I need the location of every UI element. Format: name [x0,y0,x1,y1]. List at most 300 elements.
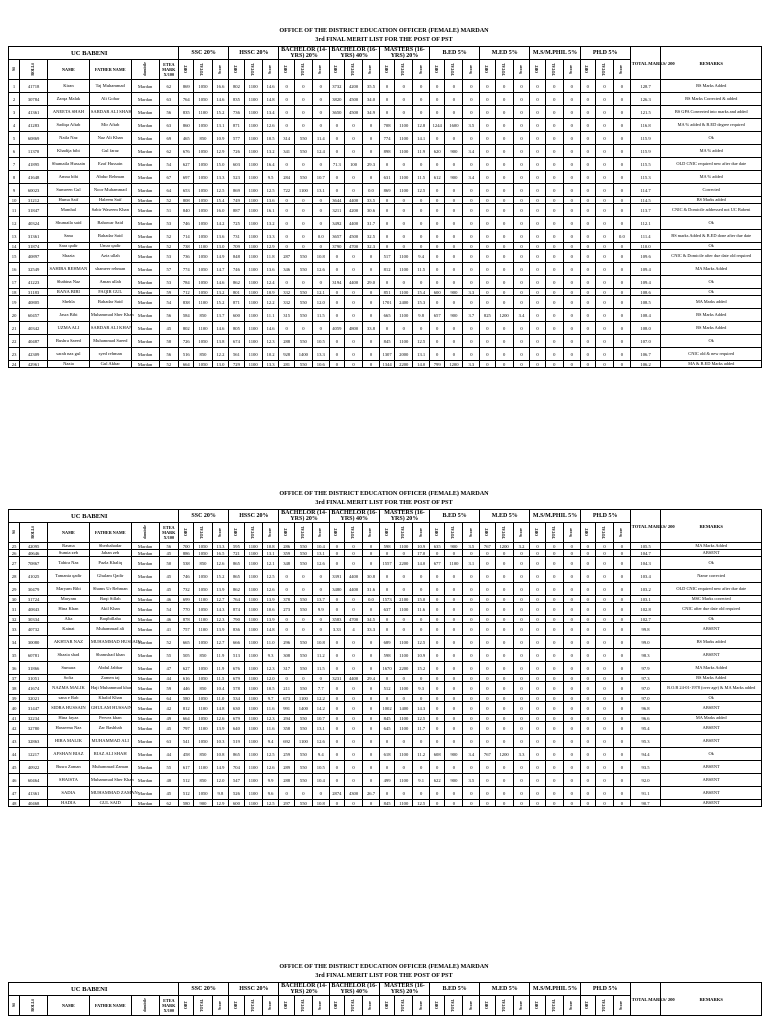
value-cell: 4400 [345,276,363,289]
value-cell: 0 [563,570,580,583]
value-cell: 0 [463,695,480,702]
value-cell: 62 [159,145,179,158]
value-cell: 1200 [495,748,513,761]
value-cell: 15.2 [212,106,229,119]
value-cell: 0 [513,145,530,158]
value-cell: 0 [345,636,363,649]
value-cell: 850 [194,309,212,322]
etea-header: ETEA MARK X/100 [159,996,179,1016]
value-cell: Mardan [131,649,159,662]
remarks-cell: ABSENT [661,550,762,557]
table-row [9,787,762,800]
value-cell: 0 [413,158,430,171]
value-cell: 46 [159,596,179,603]
value-cell: 0 [495,675,513,682]
value-cell: 0 [379,761,394,774]
group-header: MASTERS (16-YRS) 20% [379,510,429,523]
total-marks-cell: 91.1 [630,787,661,800]
value-cell: 14.8 [262,93,279,106]
value-cell: 13.1 [312,722,329,735]
score-header: Score [563,996,580,1016]
value-cell: 0 [395,675,413,682]
name-cell: Shumaila said [48,217,90,230]
table-row [9,217,762,230]
value-cell: 0 [430,695,445,702]
total-header: TOTAL [194,60,212,80]
score-header: Score [312,996,329,1016]
father-name-cell: Sherbahadar [89,543,131,550]
value-cell: 0 [595,80,613,93]
name-cell: Shazia [48,250,90,263]
value-cell: 0 [329,335,344,348]
value-cell: 15.0 [212,158,229,171]
value-cell: 1050 [194,695,212,702]
value-cell: 0 [513,361,530,368]
value-cell: 59 [159,289,179,296]
value-cell: 0 [563,106,580,119]
value-cell: 10.8 [212,748,229,761]
value-cell: 886 [179,550,194,557]
value-cell: 0 [513,662,530,675]
value-cell: 0 [430,93,445,106]
value-cell: 9.1 [413,774,430,787]
value-cell: 0 [495,550,513,557]
value-cell: 0 [345,550,363,557]
value-cell: 0 [379,243,394,250]
value-cell: 0 [294,80,312,93]
value-cell: 45 [159,550,179,557]
value-cell: 0 [345,263,363,276]
value-cell: 0 [329,761,344,774]
total-marks-cell: 106.7 [630,348,661,361]
name-cell: Tahira Naz [48,557,90,570]
value-cell: 0 [445,695,463,702]
value-cell: 0 [495,557,513,570]
table-row [9,230,762,243]
value-cell: 0 [614,93,631,106]
value-cell: 869 [179,80,194,93]
obtained-header: OBT [379,60,394,80]
value-cell: 767 [480,543,495,550]
value-cell: 845 [379,800,394,807]
value-cell: 9.4 [312,748,329,761]
value-cell: 11.7 [413,722,430,735]
value-cell: 12.7 [212,636,229,649]
name-cell: RANA BIBI [48,289,90,296]
value-cell: 0 [294,106,312,119]
value-cell: 13.0 [212,243,229,250]
value-cell: 0 [545,800,563,807]
value-cell: 0 [595,93,613,106]
value-cell: 0 [545,335,563,348]
value-cell: 764 [179,93,194,106]
table-row [9,197,762,204]
value-cell: 0 [329,774,344,787]
value-cell: 34.5 [363,616,380,623]
value-cell: 0 [495,787,513,800]
value-cell: 0 [513,296,530,309]
value-cell: 836 [229,623,244,636]
value-cell: 0 [614,204,631,217]
value-cell: 0 [545,361,563,368]
office-title: OFFICE OF THE DISTRICT EDUCATION OFFICER (FEMALE) MARDAN [279,490,489,497]
value-cell: 1100 [294,735,312,748]
value-cell: 0 [545,289,563,296]
serial-cell: 29 [9,583,20,596]
value-cell: 9.7 [262,695,279,702]
value-cell: 0 [563,217,580,230]
value-cell: 0 [563,276,580,289]
value-cell: 3.4 [463,145,480,158]
value-cell: 55 [159,649,179,662]
roll-cell: 41283 [20,119,48,132]
value-cell: 512 [179,774,194,787]
value-cell: 1200 [445,361,463,368]
value-cell: 0 [430,197,445,204]
value-cell: 0 [345,145,363,158]
value-cell: 0 [513,550,530,557]
serial-cell: 47 [9,787,20,800]
value-cell: 0 [430,800,445,807]
value-cell: 12.6 [312,557,329,570]
value-cell: 317 [279,662,294,675]
roll-cell: 41361 [20,106,48,119]
value-cell: 1050 [194,289,212,296]
name-cell: Sumia zeb [48,550,90,557]
value-cell: 0 [294,623,312,636]
value-cell: 595 [229,543,244,550]
value-cell: 0 [480,675,495,682]
value-cell: 0 [329,145,344,158]
roll-cell: 30334 [20,616,48,623]
value-cell: 0 [513,616,530,623]
value-cell: 1100 [395,289,413,296]
value-cell: 0 [480,774,495,787]
value-cell: 0 [363,335,380,348]
value-cell: 0 [495,93,513,106]
total-header: TOTAL [595,523,613,543]
value-cell: 1100 [194,702,212,715]
serial-cell: 30 [9,596,20,603]
value-cell: 0 [495,250,513,263]
value-cell: 0 [513,603,530,616]
value-cell: 0 [614,616,631,623]
value-cell: 3650 [329,106,344,119]
value-cell: 0 [580,550,595,557]
table-row [9,761,762,774]
value-cell: 13.2 [212,289,229,296]
value-cell: 767 [480,748,495,761]
value-cell: 0 [463,675,480,682]
group-header: M.ED 5% [480,47,530,60]
score-header: Score [563,60,580,80]
group-header: SSC 20% [179,47,229,60]
value-cell: 0 [530,702,545,715]
value-cell: 0 [445,570,463,583]
value-cell: 52 [159,243,179,250]
value-cell: 1050 [194,550,212,557]
value-cell: 0 [530,322,545,335]
value-cell: 14.2 [312,702,329,715]
domicile-header: domicile [131,996,159,1016]
total-marks-header: TOTAL MARKS/ 200 [630,983,661,1016]
value-cell: 14.6 [262,322,279,335]
remarks-header: REMARKS [661,47,762,80]
father-name-cell: Gul faraz [89,145,131,158]
value-cell: 0 [530,662,545,675]
value-cell: 0 [329,748,344,761]
value-cell: 0 [513,263,530,276]
value-cell: 54 [159,603,179,616]
serial-cell: 10 [9,197,20,204]
value-cell: 0 [445,702,463,715]
value-cell: 0 [580,675,595,682]
name-cell: Maryam [48,596,90,603]
value-cell: 0 [545,197,563,204]
value-cell: 315 [279,309,294,322]
value-cell: 627 [179,662,194,675]
value-cell: 1100 [244,735,262,748]
value-cell: 550 [294,361,312,368]
father-name-cell: Shamshad khan [89,649,131,662]
value-cell: 835 [179,106,194,119]
value-cell: 0 [279,80,294,93]
value-cell: 9.6 [262,787,279,800]
value-cell: 0 [312,276,329,289]
value-cell: Mardan [131,309,159,322]
value-cell: 0 [279,217,294,230]
value-cell: 699 [179,596,194,603]
value-cell: 0 [463,596,480,603]
value-cell: 346 [279,263,294,276]
name-cell: ANEETA SHAH [48,106,90,119]
value-cell: 0 [430,636,445,649]
value-cell: 770 [179,603,194,616]
value-cell: 0 [363,309,380,322]
value-cell: Mardan [131,322,159,335]
value-cell: 14.9 [212,250,229,263]
serial-cell: 3 [9,106,20,119]
group-header: B.ED 5% [430,47,480,60]
value-cell: 0 [363,348,380,361]
office-title: OFFICE OF THE DISTRICT EDUCATION OFFICER (FEMALE) MARDAN [279,963,489,970]
value-cell: 11.5 [312,662,329,675]
value-cell: Mardan [131,800,159,807]
value-cell: 0 [379,217,394,230]
table-row [9,296,762,309]
value-cell: 1100 [244,361,262,368]
value-cell: 15.2 [212,570,229,583]
remarks-cell: MA Marks Added [661,263,762,276]
name-cell: sana e Rab [48,695,90,702]
score-header: Score [363,523,380,543]
value-cell: 15.0 [413,596,430,603]
total-header: TOTAL [445,996,463,1016]
value-cell: 0 [580,243,595,250]
value-cell: 0 [545,80,563,93]
value-cell: Mardan [131,171,159,184]
value-cell: 0 [480,250,495,263]
value-cell: 0 [545,145,563,158]
total-marks-cell: 108.4 [630,309,661,322]
value-cell: 0 [480,145,495,158]
value-cell: 0 [545,296,563,309]
value-cell: 0 [363,800,380,807]
value-cell: 3391 [329,570,344,583]
obtained-header: OBT [580,996,595,1016]
roll-cell: 31183 [20,289,48,296]
value-cell: 11.9 [212,649,229,662]
value-cell: 12.6 [312,735,329,748]
value-cell: 0 [480,106,495,119]
value-cell: 0 [595,570,613,583]
value-cell: 0 [379,158,394,171]
roll-cell: 41718 [20,80,48,93]
value-cell: 13.2 [262,217,279,230]
value-cell: 1600 [445,119,463,132]
serial-cell: 12 [9,217,20,230]
value-cell: 519 [229,735,244,748]
value-cell: Mardan [131,263,159,276]
value-cell: 12.2 [262,296,279,309]
value-cell: 0 [614,348,631,361]
value-cell: 53 [159,217,179,230]
name-cell: Huma Saif [48,197,90,204]
value-cell: 0 [279,570,294,583]
value-cell: 288 [279,335,294,348]
value-cell: 598 [379,649,394,662]
value-cell: 627 [179,158,194,171]
value-cell: 0 [294,570,312,583]
group-header: B.ED 5% [430,510,480,523]
value-cell: 1200 [495,543,513,550]
value-cell: 0 [463,583,480,596]
value-cell: 4700 [345,243,363,250]
value-cell: 0 [580,702,595,715]
father-name-cell: SARDAR ALI SHAH [89,106,131,119]
value-cell: 0 [279,787,294,800]
father-name-cell: Bahawar Said [89,217,131,230]
value-cell: 0 [363,649,380,662]
value-cell: 0 [329,649,344,662]
value-cell: 3657 [329,230,344,243]
value-cell: 0 [563,722,580,735]
value-cell: 0 [395,217,413,230]
value-cell: 0 [614,636,631,649]
remarks-cell: BS Marks Added [661,322,762,335]
value-cell: 0 [580,197,595,204]
value-cell: 0 [545,695,563,702]
value-cell: 0 [312,158,329,171]
remarks-cell: ABSENT [661,649,762,662]
value-cell: 0 [530,145,545,158]
value-cell: 0 [563,787,580,800]
value-cell: 1050 [194,250,212,263]
obtained-header: OBT [279,523,294,543]
value-cell: 13.2 [262,145,279,158]
value-cell: 0 [480,158,495,171]
group-header: M.S/M.PHIL 5% [530,983,580,996]
value-cell: 0 [563,550,580,557]
roll-cell: 42309 [20,348,48,361]
value-cell: 12.4 [262,276,279,289]
value-cell: 0 [345,715,363,722]
value-cell: 13.3 [262,361,279,368]
value-cell: 0 [595,543,613,550]
value-cell: 12.6 [212,557,229,570]
value-cell: Mardan [131,616,159,623]
value-cell: 0 [480,93,495,106]
value-cell: 0 [545,119,563,132]
name-cell: Sadiqa Aftab [48,119,90,132]
value-cell: 9.4 [413,250,430,263]
remarks-cell: ABSENT [661,735,762,748]
value-cell: 0 [580,603,595,616]
father-name-cell: Zar Bashhah [89,722,131,735]
value-cell: 13.6 [212,230,229,243]
serial-cell: 19 [9,296,20,309]
value-cell: 0 [545,93,563,106]
value-cell: 0 [580,596,595,603]
value-cell: 56 [159,348,179,361]
roll-cell: 32021 [20,695,48,702]
uc-label: UC BABENI [9,510,179,523]
roll-cell: 60457 [20,309,48,322]
total-marks-cell: 97.3 [630,675,661,682]
value-cell: 4500 [345,230,363,243]
value-cell: 45 [159,722,179,735]
value-cell: 0 [480,623,495,636]
value-cell: 738 [179,243,194,250]
group-header: M.S/M.PHIL 5% [530,47,580,60]
value-cell: 0 [345,596,363,603]
value-cell: 0 [530,171,545,184]
uc-label: UC BABENI [9,47,179,60]
value-cell: 41 [159,623,179,636]
value-cell: 1200 [495,309,513,322]
score-header: Score [413,60,430,80]
value-cell: 704 [229,761,244,774]
value-cell: 0 [363,557,380,570]
table-row [9,748,762,761]
value-cell: 0 [430,348,445,361]
roll-cell: 40843 [20,603,48,616]
value-cell: 0 [445,204,463,217]
name-cell: Naila Naz [48,132,90,145]
name-cell: Jasra Bibi [48,309,90,322]
value-cell: 0 [294,93,312,106]
value-cell: 286 [279,543,294,550]
value-cell: 900 [445,309,463,322]
value-cell: 0 [480,735,495,748]
roll-cell: 60464 [20,774,48,787]
value-cell: 862 [229,583,244,596]
value-cell: 1050 [194,184,212,197]
value-cell: 0 [430,80,445,93]
value-cell: 0 [445,184,463,197]
score-header: Score [363,60,380,80]
value-cell: 0 [563,361,580,368]
value-cell: 358 [279,722,294,735]
value-cell: 0 [395,623,413,636]
value-cell: 0 [563,649,580,662]
value-cell: 749 [229,197,244,204]
value-cell: 550 [294,774,312,787]
value-cell: 0 [580,662,595,675]
total-marks-header: TOTAL MARKS/ 200 [630,47,661,80]
value-cell: 0 [595,557,613,570]
value-cell: 736 [229,106,244,119]
